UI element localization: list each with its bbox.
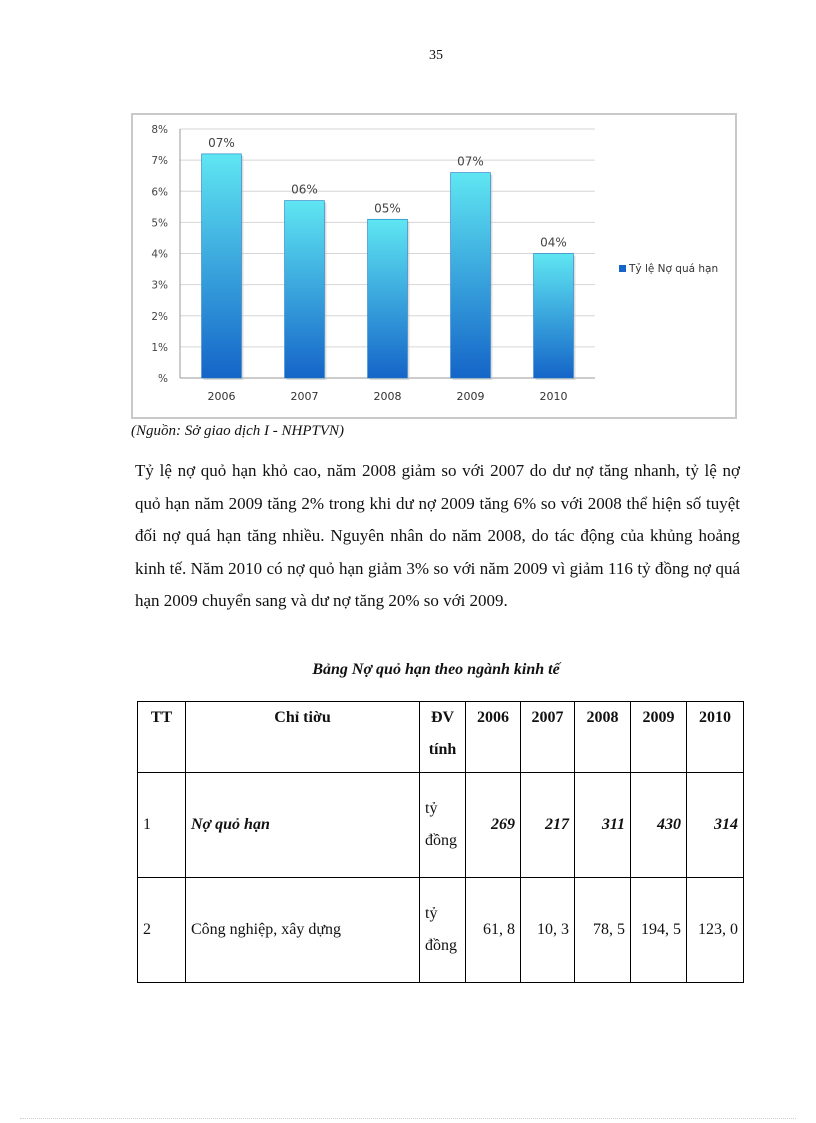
legend-label: Tỷ lệ Nợ quá hạn [629,263,719,275]
header-indicator: Chỉ tiờu [186,702,420,773]
x-tick-label: 2006 [207,390,236,403]
header-unit: ĐV tính [420,702,466,773]
cell-tt: 2 [138,878,186,983]
table-title: Bảng Nợ quỏ hạn theo ngành kinh tế [312,661,560,678]
table-header-row [138,702,744,773]
legend-swatch [619,265,626,272]
x-tick-label: 2009 [456,390,485,403]
data-label: 07% [208,135,235,150]
y-tick-label: 1% [151,341,168,354]
cell-unit: tỷ đồng [420,773,466,878]
data-label: 06% [291,182,318,197]
y-tick-label: 8% [151,124,168,136]
chart-svg [133,115,735,417]
y-tick-label: % [158,373,168,385]
cell-2010: 314 [687,773,744,878]
source-note: (Nguồn: Sở giao dịch I - NHPTVN) [131,423,344,439]
y-tick-label: 6% [151,186,168,199]
header-2008: 2008 [575,702,631,773]
page-number: 35 [429,48,443,63]
table-row [138,878,744,983]
cell-2009: 194, 5 [631,878,687,983]
cell-2008: 311 [575,773,631,878]
cell-unit: tỷ đồng [420,878,466,983]
bar [285,201,325,378]
table-row [138,773,744,878]
y-tick-label: 7% [151,155,168,168]
bar [534,254,574,379]
header-2009: 2009 [631,702,687,773]
cell-2006: 269 [466,773,521,878]
data-label: 05% [374,201,401,216]
page-bottom-border [20,1118,796,1119]
bar [368,219,408,378]
cell-2009: 430 [631,773,687,878]
cell-2007: 217 [521,773,575,878]
x-tick-label: 2008 [373,390,402,403]
cell-2006: 61, 8 [466,878,521,983]
x-tick-label: 2007 [290,390,319,403]
header-tt: TT [138,702,186,773]
body-paragraph: Tỷ lệ nợ quỏ hạn khỏ cao, năm 2008 giảm so với 2007 do dư nợ tăng nhanh, tỷ lệ nợ quỏ hạn năm 2009 tăng 2% trong khi dư nợ 2009 tăng 6% so với 2008 thể hiện số tuyệt đối nợ quá hạn tăng nhiều. Nguyên nhân do năm 2008, do tác động của khủng hoảng kinh tế. Năm 2010 có nợ quỏ hạn giảm 3% so với năm 2009 vì giảm 116 tỷ đồng nợ quá hạn 2009 chuyển sang và dư nợ tăng 20% so với 2009. [135,461,740,610]
header-2007: 2007 [521,702,575,773]
cell-2010: 123, 0 [687,878,744,983]
cell-indicator: Nợ quỏ hạn [186,773,420,878]
y-tick-label: 5% [151,217,168,230]
cell-indicator: Công nghiệp, xây dựng [186,878,420,983]
cell-tt: 1 [138,773,186,878]
data-table [137,701,744,983]
y-tick-label: 4% [151,248,168,261]
header-2010: 2010 [687,702,744,773]
header-2006: 2006 [466,702,521,773]
cell-2008: 78, 5 [575,878,631,983]
x-tick-label: 2010 [539,390,568,403]
bar-chart [131,113,737,419]
y-tick-label: 3% [151,279,168,292]
bar [202,154,242,378]
y-tick-label: 2% [151,310,168,323]
cell-2007: 10, 3 [521,878,575,983]
data-label: 07% [457,154,484,169]
data-label: 04% [540,235,567,250]
bar [451,173,491,378]
